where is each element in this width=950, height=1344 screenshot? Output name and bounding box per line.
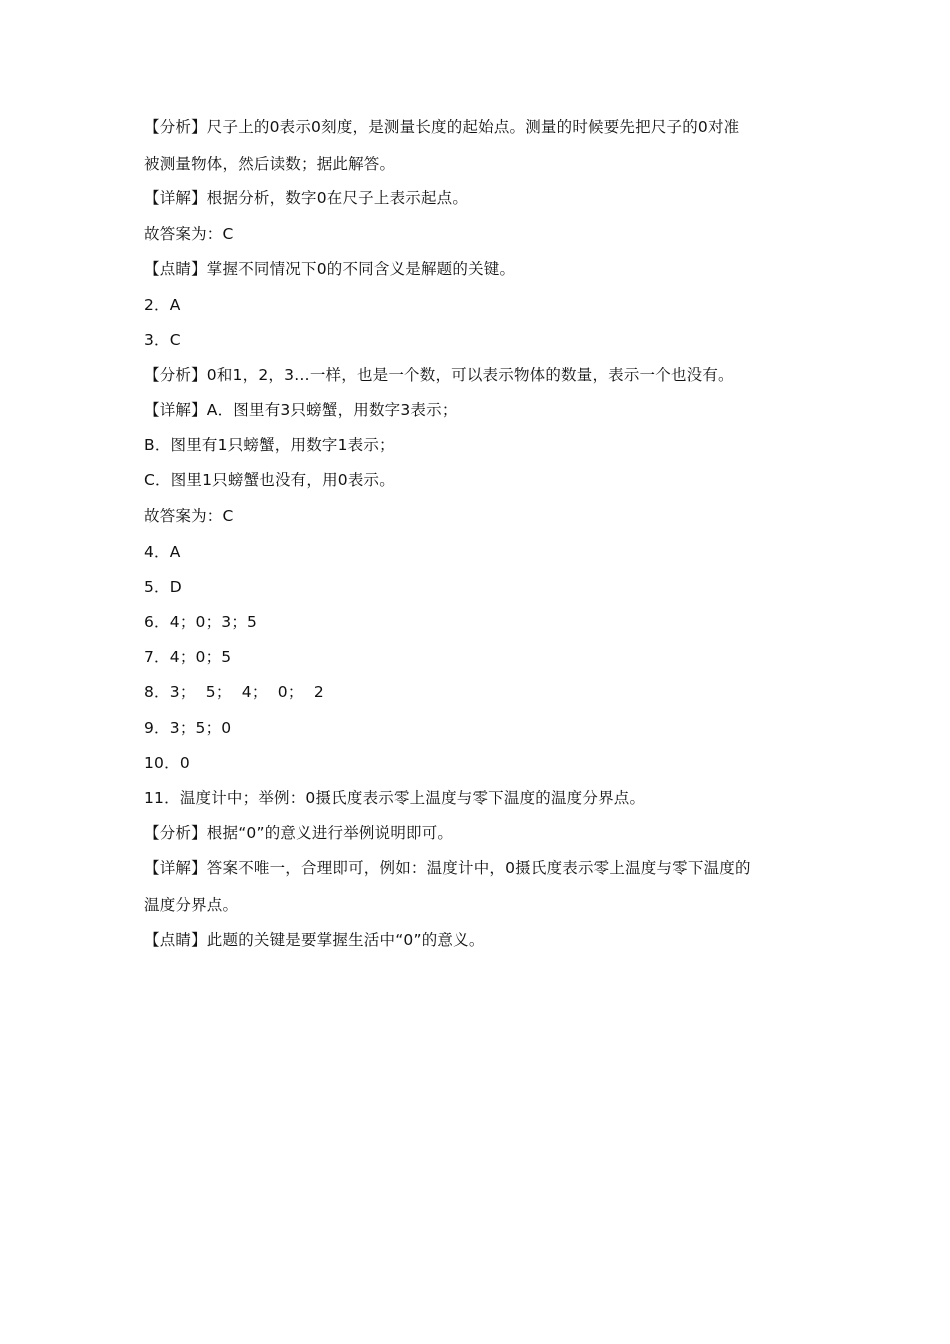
detail-3-a: 【详解】A．图里有3只螃蟹，用数字3表示；: [144, 401, 458, 419]
answer-3-final: 故答案为：C: [144, 507, 234, 525]
answer-10: 10．0: [144, 754, 190, 772]
remark-11: 【点睛】此题的关键是要掌握生活中“0”的意义。: [144, 931, 485, 949]
answer-8: 8．3； 5； 4； 0； 2: [144, 683, 324, 701]
detail-3-c: C．图里1只螃蟹也没有，用0表示。: [144, 471, 395, 489]
answer-6: 6．4；0；3；5: [144, 613, 258, 631]
answer-2: 2．A: [144, 296, 181, 314]
analysis-1-line-1: 【分析】尺子上的0表示0刻度，是测量长度的起始点。测量的时候要先把尺子的0对准: [144, 118, 740, 136]
answer-5: 5．D: [144, 578, 182, 596]
detail-1: 【详解】根据分析，数字0在尺子上表示起点。: [144, 189, 469, 207]
remark-1: 【点睛】掌握不同情况下0的不同含义是解题的关键。: [144, 260, 516, 278]
analysis-3: 【分析】0和1，2，3…一样，也是一个数，可以表示物体的数量，表示一个也没有。: [144, 366, 734, 384]
detail-3-b: B．图里有1只螃蟹，用数字1表示；: [144, 436, 395, 454]
answer-3: 3．C: [144, 331, 181, 349]
analysis-1-line-2: 被测量物体，然后读数；据此解答。: [144, 155, 396, 173]
answer-11: 11．温度计中；举例：0摄氏度表示零上温度与零下温度的温度分界点。: [144, 789, 646, 807]
answer-9: 9．3；5；0: [144, 719, 232, 737]
answer-4: 4．A: [144, 543, 181, 561]
answer-1: 故答案为：C: [144, 225, 234, 243]
analysis-11: 【分析】根据“0”的意义进行举例说明即可。: [144, 824, 454, 842]
answer-7: 7．4；0；5: [144, 648, 232, 666]
detail-11-line-2: 温度分界点。: [144, 896, 239, 914]
detail-11-line-1: 【详解】答案不唯一，合理即可，例如：温度计中，0摄氏度表示零上温度与零下温度的: [144, 859, 751, 877]
